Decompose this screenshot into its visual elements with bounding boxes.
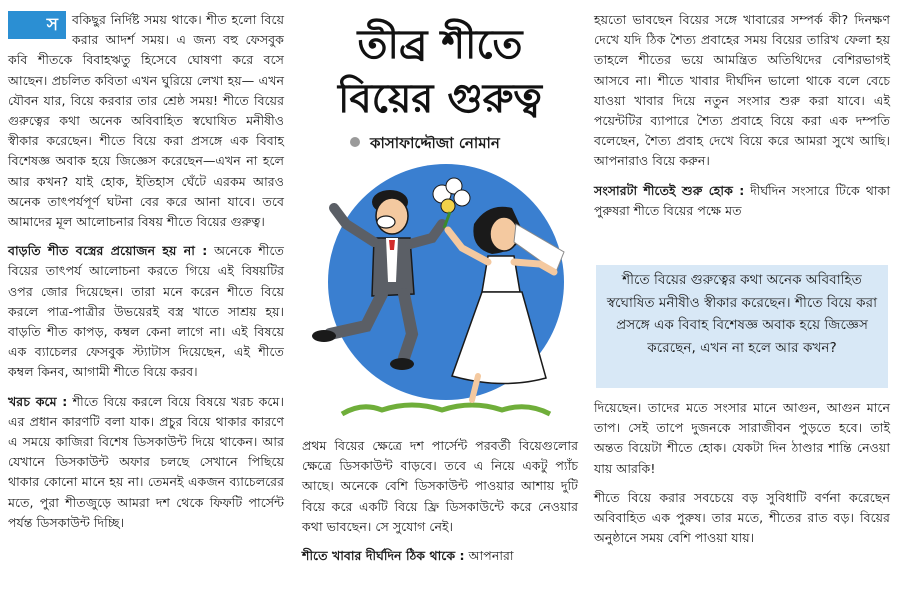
section-body-clothes: অনেকে শীতে বিয়ের তাৎপর্য আলোচনা করতে গিয়ে এই বিষয়টির ওপর জোর দিয়েছেন। তারা মনে করেন শীতে বিয়ে করলে পাত্র-পাত্রীর উভয়েরই বস্ত্র খাতে সাশ্রয় হয়। বাড়তি শীত কাপড়, কম্বল কেনা লাগে না। এই বিষয়ে এক ব্যাচেলর ফেসবুক স্ট্যাটাস দিয়েছেন, এই শীতে কম্বল কিনব, আগামী শীতে বিয়ে করব। — [8, 243, 284, 380]
section-body-household: দীর্ঘদিন সংসারে টিকে থাকা পুরুষরা শীতে বিয়ের পক্ষে মত — [594, 182, 890, 218]
section-heading-household: সংসারটা শীতেই শুরু হোক : — [594, 182, 745, 198]
byline-bullet-icon — [350, 137, 360, 147]
byline-author: কাসাফাদ্দৌজা নোমান — [370, 134, 500, 152]
headline — [302, 18, 578, 126]
section-body-cost: শীতে বিয়ে করলে বিয়ে বিষয়ে খরচ কমে। এর প্রধান কারণটি বলা যাক। প্রচুর বিয়ে থাকার কারণে এ সময়ে কাজিরা বিশেষ ডিসকাউন্ট দিয়ে থাকেন। আর যেখানে ডিসকাউন্ট অফার চলছে সেখানে পিছিয়ে থাকার কোনো মানে হয় না। তেমনই একজন ব্যাচেলরের মতে, পুরা শীতজুড়ে আমরা দশ থেকে ফিফটি পার্সেন্ট পর্যন্ত ডিসকাউন্ট দিচ্ছি। — [8, 393, 284, 530]
right-paragraph-3: শীতে বিয়ে করার সবচেয়ে বড় সুবিধাটি বর্ণনা করেছেন অবিবাহিত এক পুরুষ। তার মতে, শীতের রাত বড়। বিয়ের অনুষ্ঠানে সময় বেশি পাওয়া যায়। — [594, 489, 890, 546]
section-food — [302, 546, 578, 566]
pull-quote-box — [596, 265, 888, 388]
section-body-food: আপনারা — [464, 548, 514, 564]
bride-groom-icon — [302, 164, 584, 430]
intro-text: বকিছুর নির্দিষ্ট সময় থাকে। শীত হলো বিয়ে করার আদর্শ সময়। এ জন্য বহু ফেসবুক কবি শীতকে বিবাহঋতু হিসেবে ঘোষণা করে বসে আছেন। প্রচলিত কবিতা এখন ঘুরিয়ে লেখা হয়— এখন যৌবন যার, বিয়ে করবার তার শ্রেষ্ঠ সময়! শীতে বিয়ের গুরুত্বের কথা অনেক অবিবাহিত স্বঘোষিত মনীষীও স্বীকার করেছেন। শীতে বিয়ে করা প্রসঙ্গে এক বিবাহ বিশেষজ্ঞ অবাক হয়ে জিজ্ঞেস করেছেন—এখন না হলে আর কখন? যাই হোক, ইতিহাস ঘেঁটে এরকম আরও অনেক তাৎপর্যপূর্ণ ঘটনা বের করে আনা যাবে। তবে আমাদের মূল আলোচনার বিষয় শীতে বিয়ের গুরুত্ব। — [8, 12, 284, 230]
right-paragraph-2: দিয়েছেন। তাদের মতে সংসার মানে আগুন, আগুন মানে তাপ। সেই তাপে দুজনকে সারাজীবন পুড়তে হবে। তাই অন্তত বিয়েটা শীতে হোক। যেকটা দিন ঠাণ্ডার শান্তি নেওয়া যায় আরকি! — [594, 400, 890, 476]
section-heading-clothes: বাড়তি শীত বস্ত্রের প্রয়োজন হয় না : — [8, 243, 208, 259]
section-heading-food: শীতে খাবার দীর্ঘদিন ঠিক থাকে : — [302, 548, 465, 564]
byline — [350, 132, 582, 154]
grass-strip — [342, 405, 550, 414]
dropcap-box: স — [8, 11, 66, 39]
right-paragraph-1: হয়তো ভাবছেন বিয়ের সঙ্গে খাবারের সম্পর্ক কী? দিনক্ষণ দেখে যদি ঠিক শৈত্য প্রবাহের সময় বিয়ের তারিখ ফেলা হয় তাহলে শীতের ভয়ে আমন্ত্রিত অতিথিদের বেশিরভাগই আসবে না। শীতে খাবার দীর্ঘদিন ভালো থাকে বলে বেচে যাওয়া খাবার দিয়ে নতুন সংসার শুরু করা যাবে। এই পয়েন্টটির ব্যাপারে শৈত্য প্রবাহে বিয়ে করা এক দম্পতি বলেছেন, শৈত্য প্রবাহ দেখে বিয়ে করে আমরা সুখে আছি। আপনারাও বিয়ে করুন। — [594, 12, 890, 169]
headline-line-2: বিয়ের গুরুত্ব — [338, 75, 542, 122]
section-cost — [8, 392, 284, 533]
article-column-middle — [302, 436, 578, 575]
middle-paragraph: প্রথম বিয়ের ক্ষেত্রে দশ পার্সেন্ট পরবর্তী বিয়েগুলোর ক্ষেত্রে ডিসকাউন্ট বাড়বে। তবে এ নিয়ে একটু প্যাঁচ আছে। অনেকে বেশি ডিসকাউন্ট পাওয়ার আশায় দুটি বিয়ে করে একটি বিয়ে ফ্রি ডিসকাউন্টে করে নেওয়ার কথা ভাবছেন। সে সুযোগ নেই। — [302, 438, 578, 534]
article-column-right-bottom — [594, 398, 890, 557]
pull-quote-text: শীতে বিয়ের গুরুত্বের কথা অনেক অবিবাহিত স্বঘোষিত মনীষীও স্বীকার করেছেন। শীতে বিয়ে করা প্রসঙ্গে এক বিবাহ বিশেষজ্ঞ অবাক হয়ে জিজ্ঞেস করেছেন, এখন না হলে আর কখন? — [606, 272, 878, 356]
section-household — [594, 181, 890, 221]
article-column-right-top — [594, 10, 890, 230]
wedding-illustration — [302, 164, 584, 430]
intro-paragraph — [8, 10, 284, 232]
section-clothes — [8, 241, 284, 382]
article-column-left — [8, 10, 284, 542]
headline-line-1: তীব্র শীতে — [357, 21, 523, 68]
section-heading-cost: খরচ কমে : — [8, 393, 68, 409]
